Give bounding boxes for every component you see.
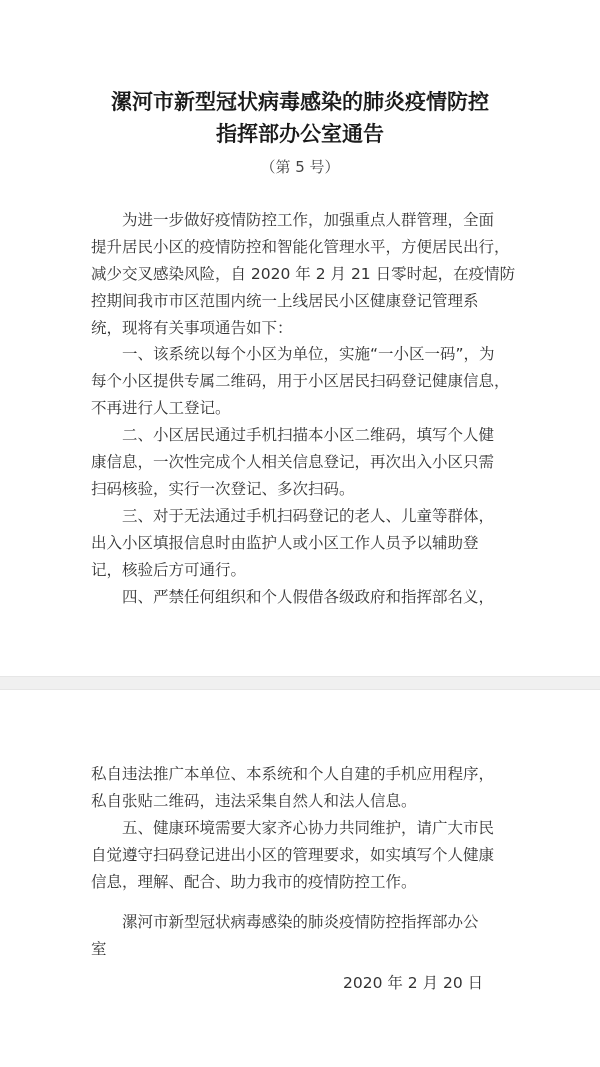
body-line: 私自张贴二维码，违法采集自然人和法人信息。	[91, 792, 417, 810]
body-line: 五、健康环境需要大家齐心协力共同维护，请广大市民	[91, 819, 495, 837]
notice-title-line-2: 指挥部办公室通告	[216, 122, 384, 146]
body-line: 扫码核验，实行一次登记、多次扫码。	[91, 480, 355, 498]
body-line: 信息，理解、配合、助力我市的疫情防控工作。	[91, 873, 417, 891]
body-line: 不再进行人工登记。	[91, 399, 231, 417]
body-line: 出入小区填报信息时由监护人或小区工作人员予以辅助登	[91, 534, 479, 552]
body-line: 四、严禁任何组织和个人假借各级政府和指挥部名义，	[91, 588, 495, 606]
body-line: 提升居民小区的疫情防控和智能化管理水平，方便居民出行，	[91, 238, 510, 256]
signature-line-2: 室	[91, 940, 107, 958]
body-line: 减少交叉感染风险，自 2020 年 2 月 21 日零时起，在疫情防	[91, 265, 516, 283]
body-line: 私自违法推广本单位、本系统和个人自建的手机应用程序，	[91, 765, 495, 783]
document-number: （第 5 号）	[260, 158, 340, 176]
document-page-2	[0, 690, 600, 1067]
body-line: 三、对于无法通过手机扫码登记的老人、儿童等群体，	[91, 507, 495, 525]
body-line: 为进一步做好疫情防控工作，加强重点人群管理，全面	[91, 211, 495, 229]
body-line: 控期间我市市区范围内统一上线居民小区健康登记管理系	[91, 292, 479, 310]
body-line: 记，核验后方可通行。	[91, 561, 247, 579]
body-line: 自觉遵守扫码登记进出小区的管理要求，如实填写个人健康	[91, 846, 495, 864]
body-line: 每个小区提供专属二维码，用于小区居民扫码登记健康信息，	[91, 372, 510, 390]
body-line: 二、小区居民通过手机扫描本小区二维码，填写个人健	[91, 426, 495, 444]
body-line: 一、该系统以每个小区为单位，实施“一小区一码”，为	[91, 345, 495, 363]
body-line: 统，现将有关事项通告如下：	[91, 319, 293, 337]
signature-line-1: 漯河市新型冠状病毒感染的肺炎疫情防控指挥部办公	[122, 913, 479, 931]
issue-date: 2020 年 2 月 20 日	[343, 974, 484, 992]
notice-title-line-1: 漯河市新型冠状病毒感染的肺炎疫情防控	[111, 90, 489, 114]
body-line: 康信息，一次性完成个人相关信息登记，再次出入小区只需	[91, 453, 495, 471]
page-divider	[0, 676, 600, 690]
